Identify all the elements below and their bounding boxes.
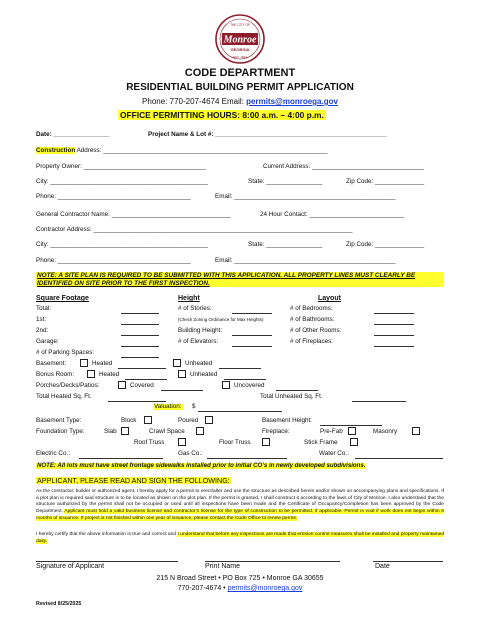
slab-label: Slab [104,428,117,435]
project-name-field[interactable]: Project Name & Lot #: _________________________________________________ [148,131,387,138]
date-signature-label: Date [375,563,390,570]
zoning-note: (Check Zoning Ordinance for Max Heights) [178,317,264,322]
crawl-space-label: Crawl Space [149,428,185,435]
date-signature-line[interactable] [373,561,443,562]
bonus-heated-line[interactable] [125,379,167,380]
footer-contact [0,585,480,592]
site-plan-note: NOTE: A SITE PLAN IS REQUIRED TO BE SUBMITTED WITH THIS APPLICATION. ALL PROPERTY LINES MUST CLEARLY BE IDENTIFIED ON SITE PRIOR TO THE FIRST INSPECTION. [36,272,444,287]
basement-unheated-label: Unheated [185,360,213,367]
phone-email-prefix: Phone: 770-207-4674 Email: [142,97,247,106]
bonus-heated-checkbox[interactable] [87,370,95,378]
bonus-room-label: Bonus Room: [36,371,75,378]
square-footage-heading: Square Footage [36,295,89,302]
water-co-line[interactable] [355,458,443,459]
contractor-city-field[interactable]: City: _____________________________________________ [36,241,208,248]
layout-heading: Layout [318,295,341,302]
sidewalk-note: NOTE: All lots must have street frontage sidewalks installed prior to initial CO’s in newly developed subdivisions. [37,462,366,469]
svg-text:THE CITY OF: THE CITY OF [230,23,250,27]
footer-address: 215 N Broad Street • PO Box 725 • Monroe GA 30655 [156,575,324,582]
basement-type-label: Basement Type: [36,417,82,424]
basement-heated-checkbox[interactable] [80,359,88,367]
basement-unheated-checkbox[interactable] [173,359,181,367]
building-height-line[interactable] [232,335,272,336]
total-heated-line[interactable] [108,401,166,402]
crawl-space-checkbox[interactable] [196,427,204,435]
current-address-field[interactable]: Current Address: ________________________________ [263,163,425,170]
porches-label: Porches/Decks/Patios: [36,382,100,389]
stories-label: # of Stories: [178,305,212,312]
bathrooms-label: # of Bathrooms: [290,316,335,323]
contractor-state-field[interactable]: State: ________________ [248,241,323,248]
certification-text: I hereby certify that the above information is true and correct and [36,532,177,537]
other-rooms-label: # of Other Rooms: [290,327,342,334]
svg-text:Monroe: Monroe [223,34,257,46]
garage-label: Garage: [36,338,59,345]
footer-email-link[interactable]: permits@monroega.gov [227,585,303,592]
email-link[interactable]: permits@monroega.gov [246,97,338,106]
block-label: Block [121,417,137,424]
agreement-text: As the contractor, builder or authorized agent, I hereby apply for a permit to erect/alter and use the structure as described herein and/or shown on accompanying plans and specifications. If a plot plan is required said structure is to be located as shown on the plot plan. If the permit is granted, I shall construct it according to the laws of City of Monroe. I also understand that the structure authorized by the permit shall not be occupied or used until all inspections have been made and the Certificate of Occupancy/Completion has been approved by the Code Department. [36,489,444,515]
basement-unheated-line[interactable] [219,368,261,369]
contractor-email-field[interactable]: Email: ______________________________________________ [215,257,396,264]
construction-label: Construction [36,147,76,154]
roof-truss-checkbox[interactable] [178,438,186,446]
prefab-label: Pre-Fab [320,428,343,435]
bathrooms-line[interactable] [374,324,414,325]
office-hours: OFFICE PERMITTING HOURS: 8:00 a.m. – 4:00 p.m. [120,110,324,120]
elevators-line[interactable] [232,346,272,347]
porches-uncovered-checkbox[interactable] [222,381,230,389]
construction-address-rest: Address: ________________________________________________________________ [75,147,328,154]
floor-truss-label: Floor Truss [219,439,251,446]
print-name-label: Print Name [205,563,241,570]
total-sq-line[interactable] [121,313,159,314]
porches-covered-checkbox[interactable] [118,381,126,389]
city-logo-seal [215,14,265,64]
second-floor-line[interactable] [121,335,159,336]
prefab-checkbox[interactable] [348,427,356,435]
department-title: CODE DEPARTMENT [184,67,296,79]
masonry-label: Masonry [373,428,398,435]
fireplaces-label: # of Fireplaces: [290,338,334,345]
garage-line[interactable] [121,346,159,347]
porches-uncovered-label: Uncovered [234,382,265,389]
signature-line[interactable] [36,561,178,562]
block-checkbox[interactable] [144,416,152,424]
slab-checkbox[interactable] [121,427,129,435]
erosion-control-text: I understand that before any inspections are made that erosion control measures shall be installed and property maintained daily. [36,532,444,544]
porches-covered-label: Covered [130,382,154,389]
gas-co-line[interactable] [207,458,287,459]
porches-covered-line[interactable] [161,390,203,391]
form-title: RESIDENTIAL BUILDING PERMIT APPLICATION [126,82,354,93]
date-field[interactable]: Date: ________________ [36,131,110,138]
basement-heated-label: Heated [92,360,113,367]
roof-truss-label: Roof Truss [134,439,165,446]
construction-address-field[interactable] [36,148,327,154]
bonus-unheated-line[interactable] [224,379,266,380]
fireplaces-line[interactable] [374,346,414,347]
zip-field[interactable]: Zip Code: ______________ [346,178,425,185]
general-contractor-field[interactable]: General Contractor Name: __________________________________ [36,211,231,218]
property-owner-field[interactable]: Property Owner: ___________________________________ [36,163,207,170]
masonry-checkbox[interactable] [412,427,420,435]
parking-line[interactable] [121,357,159,358]
city-field[interactable]: City: _____________________________________________ [36,178,208,185]
total-unheated-line[interactable] [352,401,406,402]
basement-label: Basement: [36,360,67,367]
bedrooms-label: # of Bedrooms: [290,305,333,312]
footer-phone: 770-207-4674 • [177,585,228,592]
porches-uncovered-line[interactable] [276,390,318,391]
basement-height-line[interactable] [320,425,382,426]
poured-checkbox[interactable] [205,416,213,424]
phone-field[interactable]: Phone: ______________________________________ [36,193,191,200]
stick-frame-label: Stick Frame [304,439,338,446]
elevators-label: # of Elevators: [178,338,219,345]
stick-frame-checkbox[interactable] [350,438,358,446]
contractor-phone-field[interactable]: Phone: ______________________________________ [36,257,191,264]
electric-co-label: Electric Co.: [36,450,70,457]
total-heated-label: Total Heated Sq. Ft. [36,393,92,400]
bonus-unheated-checkbox[interactable] [178,370,186,378]
print-name-line[interactable] [205,561,340,562]
building-height-label: Building Height: [178,327,223,334]
certification-paragraph [36,532,444,545]
first-floor-line[interactable] [121,324,159,325]
parking-label: # of Parking Spaces: [36,349,95,356]
contact-line [0,98,480,106]
foundation-type-label: Foundation Type: [36,428,85,435]
signature-label: Signature of Applicant [36,563,105,570]
height-heading: Height [178,295,200,302]
license-requirement-text: Applicant must hold a valid business license and contractor’s license for the type of construction to be permitted, if applicable. Permit is void if work does not begin within 6 months of issuance. If project is not finished within one year of issuance, please contact the Code Office to renew permit. [36,509,444,521]
total-sq-label: Total: [36,305,52,312]
bedrooms-line[interactable] [374,313,414,314]
valuation-line[interactable] [198,411,282,412]
sign-heading: APPLICANT, PLEASE READ AND SIGN THE FOLLOWING: [37,476,230,485]
contractor-zip-field[interactable]: Zip Code: ______________ [346,241,425,248]
water-co-label: Water Co.: [319,450,349,457]
contact-24hr-field[interactable]: 24 Hour Contact: ___________________________ [260,211,404,218]
gas-co-label: Gas Co.: [178,450,203,457]
applicant-agreement-paragraph [36,489,444,523]
revised-date: Revised 8/25/2025 [36,601,82,607]
state-field[interactable]: State: ________________ [248,178,323,185]
bonus-heated-label: Heated [99,371,120,378]
first-floor-label: 1st: [36,316,47,323]
valuation-label: Valuation: [154,403,182,410]
svg-text:GEORGIA: GEORGIA [230,47,250,52]
svg-text:EST. 1821: EST. 1821 [233,55,247,59]
poured-label: Poured [178,417,199,424]
basement-heated-line[interactable] [118,368,166,369]
electric-co-line[interactable] [79,458,163,459]
total-unheated-label: Total Unheated Sq. Ft. [260,393,323,400]
valuation-dollar: $ [192,403,196,410]
contractor-address-field[interactable]: Contractor Address: __________________________________________________________________________ [36,226,353,233]
email-field[interactable]: Email: ______________________________________________ [215,193,396,200]
floor-truss-checkbox[interactable] [262,438,270,446]
other-rooms-line[interactable] [374,335,414,336]
fireplace-label: Fireplace: [262,428,290,435]
basement-height-label: Basement Height: [262,417,313,424]
second-floor-label: 2nd: [36,327,49,334]
stories-line[interactable] [232,313,272,314]
bonus-unheated-label: Unheated [190,371,218,378]
